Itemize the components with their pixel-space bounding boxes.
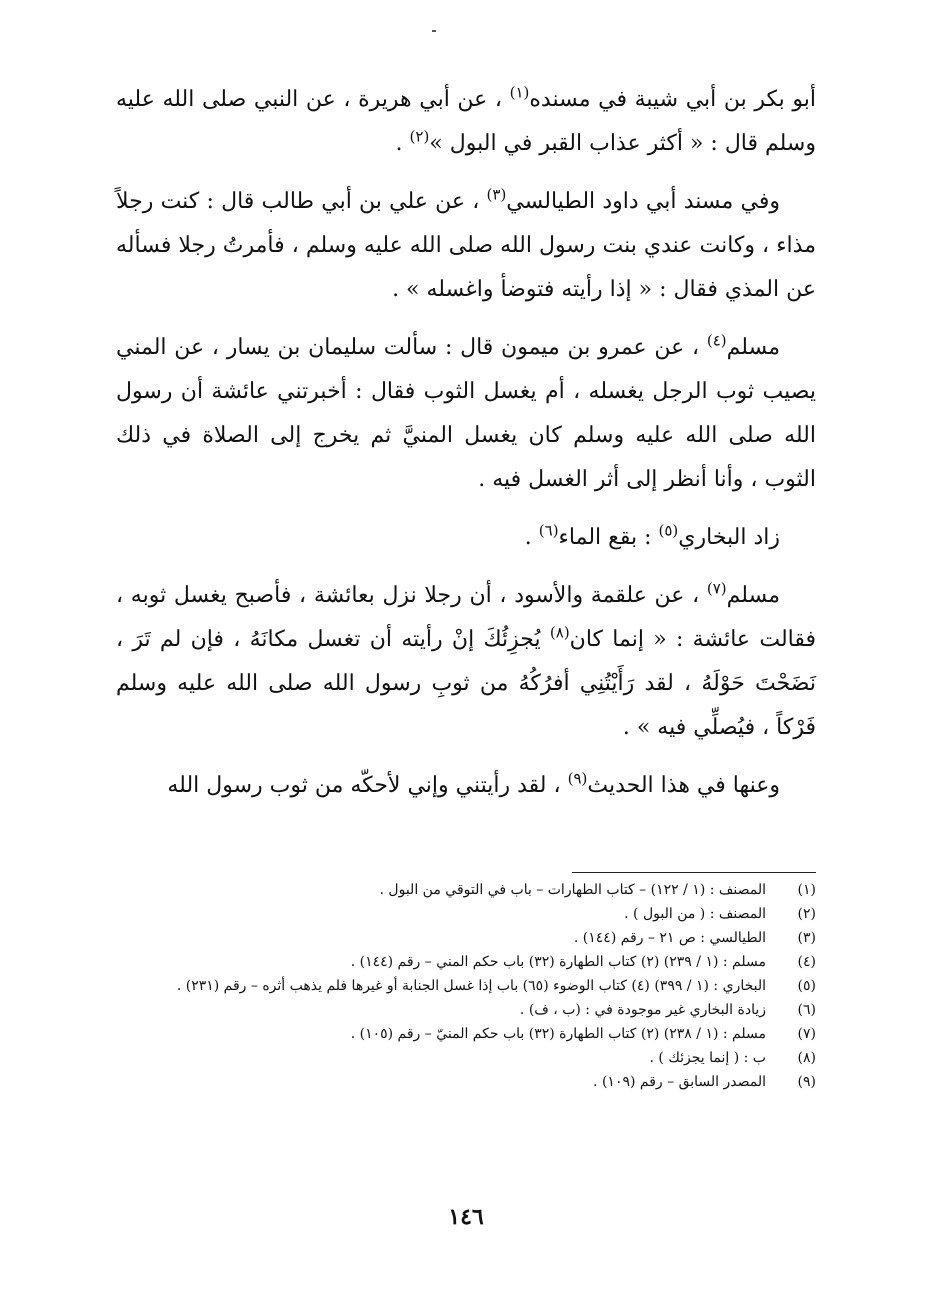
footnote-divider (572, 872, 816, 873)
footnote-number: (٨) (797, 1050, 816, 1066)
paragraph (116, 78, 816, 166)
footnote (116, 950, 816, 974)
footnote-number: (٩) (797, 1074, 816, 1090)
footnote-ref[interactable]: (١) (509, 83, 530, 102)
footnote-text: مسلم : (١ / ٢٣٩) (٢) كتاب الطهارة (٣٢) باب حكم المني – رقم (١٤٤) . (350, 954, 766, 970)
footnote (116, 974, 816, 998)
footnote-text: البخاري : (١ / ٣٩٩) (٤) كتاب الوضوء (٦٥) باب إذا غسل الجنابة أو غيرها فلم يذهب أثره – رقم (٢٣١) . (176, 978, 766, 994)
footnote-text: ب : ( إنما يجزئك ) . (649, 1050, 766, 1066)
paragraph-text: ، عن علي بن أبي طالب قال : كنت رجلاً مذاء ، وكانت عندي بنت رسول الله صلى الله عليه وسلم ، فأمرتُ رجلا فسأله عن المذي فقال : « إذا رأيته فتوضأ واغسله » . (116, 189, 817, 302)
footnote-number: (٥) (797, 978, 816, 994)
paragraph (116, 180, 816, 312)
paragraph-text: ، لقد رأيتني وإني لأحكّه من ثوب رسول الله (167, 773, 568, 798)
page-number: ١٤٦ (448, 1204, 484, 1230)
paragraph (116, 326, 816, 502)
footnote-ref[interactable]: (٣) (486, 185, 507, 204)
footnote-text: المصنف : ( من البول ) . (624, 906, 766, 922)
paragraph-text: . (524, 525, 539, 550)
footnote-ref[interactable]: (٧) (706, 579, 727, 598)
footnote-number: (٧) (797, 1026, 816, 1042)
footnote-text: المصنف : (١ / ١٢٢) – كتاب الطهارات – باب في التوقي من البول . (379, 882, 766, 898)
footnote (116, 878, 816, 902)
footnote (116, 1046, 816, 1070)
footnote (116, 902, 816, 926)
paragraph-text: ، عن علقمة والأسود ، أن رجلا نزل بعائشة ، فأصبح يغسل ثوبه ، فقالت عائشة : « إنما كان (116, 583, 816, 652)
paragraph (116, 764, 816, 808)
footnote-number: (١) (797, 882, 816, 898)
paragraph-text: مسلم (726, 583, 780, 608)
footnote-text: مسلم : (١ / ٢٣٨) (٢) كتاب الطهارة (٣٢) باب حكم المنيّ – رقم (١٠٥) . (350, 1026, 766, 1042)
footnote-ref[interactable]: (٩) (567, 769, 588, 788)
paragraph (116, 516, 816, 560)
footnote (116, 1070, 816, 1094)
paragraph-text: . (395, 131, 410, 156)
footnote (116, 1022, 816, 1046)
footnote-ref[interactable]: (٢) (409, 127, 430, 146)
footnote-number: (٤) (797, 954, 816, 970)
paragraph-text: : بقع الماء (558, 525, 659, 550)
footnote-text: المصدر السابق – رقم (١٠٩) . (593, 1074, 766, 1090)
footnote-ref[interactable]: (٥) (658, 521, 679, 540)
footnote-ref[interactable]: (٤) (706, 331, 727, 350)
footnote-number: (٢) (797, 906, 816, 922)
footnote-ref[interactable]: (٨) (549, 623, 570, 642)
footnote-number: (٣) (797, 930, 816, 946)
footnote-ref[interactable]: (٦) (538, 521, 559, 540)
main-text (116, 78, 816, 808)
footnote-number: (٦) (797, 1002, 816, 1018)
paragraph-text: يُجزِئُكَ إنْ رأيته أن تغسل مكانَهُ ، فإن لم تَرَ ، نَضَحْتَ حَوْلَهُ ، لقد رَأَيْتُنِي أفرُكُهُ من ثوبِ رسول الله صلى الله عليه وسلم فَرْكاً ، فيُصلِّي فيه » . (116, 627, 816, 740)
footnotes (116, 878, 816, 1094)
paragraph-text: زاد البخاري (678, 525, 780, 550)
paragraph (116, 574, 816, 750)
paragraph-text: أبو بكر بن أبي شيبة في مسنده (529, 87, 816, 112)
footnote (116, 926, 816, 950)
page-speck (432, 30, 436, 32)
paragraph-text: ، عن عمرو بن ميمون قال : سألت سليمان بن يسار ، عن المني يصيب ثوب الرجل يغسله ، أم يغسل الثوب فقال : أخبرتني عائشة أن رسول الله صلى الله عليه وسلم كان يغسل المنيَّ ثم يخرج إلى الصلاة في ذلك الثوب ، وأنا أنظر إلى أثر الغسل فيه . (116, 335, 816, 492)
footnote (116, 998, 816, 1022)
paragraph-text: وعنها في هذا الحديث (587, 773, 780, 798)
paragraph-text: وفي مسند أبي داود الطيالسي (506, 189, 781, 214)
paragraph-text: ، عن أبي هريرة ، عن النبي صلى الله عليه وسلم قال : « أكثر عذاب القبر في البول » (116, 87, 816, 156)
footnote-text: الطيالسي : ص ٢١ – رقم (١٤٤) . (573, 930, 766, 946)
footnote-text: زيادة البخاري غير موجودة في : (ب ، ف) . (519, 1002, 766, 1018)
paragraph-text: مسلم (726, 335, 780, 360)
